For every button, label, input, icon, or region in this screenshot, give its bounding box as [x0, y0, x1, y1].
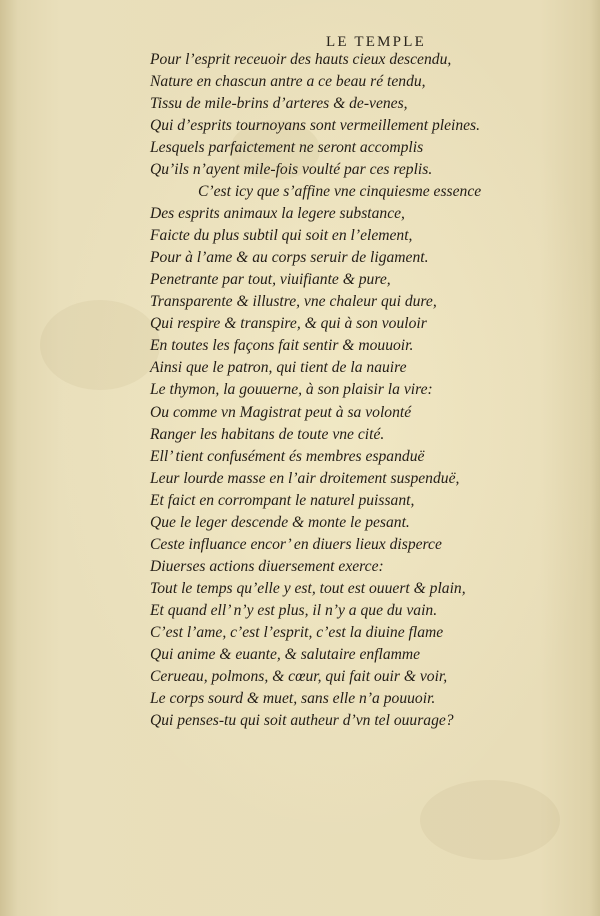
verse-line: Nature en chascun antre a ce beau ré tendu,: [150, 73, 426, 91]
verse-line: Transparente & illustre, vne chaleur qui dure,: [150, 293, 437, 311]
verse-block: [150, 49, 590, 732]
verse-line: C’est icy que s’affine vne cinquiesme essence: [198, 183, 482, 201]
verse-line: Tout le temps qu’elle y est, tout est ouuert & plain,: [150, 579, 466, 597]
verse-line: Tissu de mile-brins d’arteres & de-venes,: [150, 95, 408, 113]
verse-line: Faicte du plus subtil qui soit en l’element,: [150, 227, 413, 245]
verse-line: C’est l’ame, c’est l’esprit, c’est la diuine flame: [150, 623, 444, 641]
verse-line: En toutes les façons fait sentir & mouuoir.: [150, 337, 414, 355]
verse-line: Qu’ils n’ayent mile-fois voulté par ces replis.: [150, 161, 433, 179]
verse-line: Des esprits animaux la legere substance,: [150, 205, 405, 223]
verse-line: Leur lourde masse en l’air droitement suspenduë,: [150, 469, 460, 487]
verse-line: Ceste influance encor’ en diuers lieux disperce: [150, 535, 442, 553]
verse-line: Ou comme vn Magistrat peut à sa volonté: [150, 403, 412, 421]
verse-line: Et faict en corrompant le naturel puissant,: [150, 491, 415, 509]
verse-line: Ell’ tient confusément és membres espanduë: [150, 447, 425, 465]
running-head: LE TEMPLE: [326, 34, 426, 50]
verse-line: Lesquels parfaictement ne seront accomplis: [150, 139, 424, 157]
verse-line: Le thymon, la gouuerne, à son plaisir la vire:: [150, 381, 433, 399]
verse-line: Pour à l’ame & au corps seruir de ligament.: [150, 249, 429, 267]
verse-line: Cerueau, polmons, & cœur, qui fait ouir & voir,: [150, 667, 448, 685]
verse-line: Qui respire & transpire, & qui à son vouloir: [150, 315, 427, 333]
verse-line: Penetrante par tout, viuifiante & pure,: [150, 271, 391, 289]
verse-line: Ranger les habitans de toute vne cité.: [150, 425, 385, 443]
verse-line: Pour l’esprit receuoir des hauts cieux descendu,: [150, 51, 452, 68]
verse-line: Diuerses actions diuersement exerce:: [150, 557, 384, 575]
verse-line: Que le leger descende & monte le pesant.: [150, 513, 410, 531]
verse-line: Qui d’esprits tournoyans sont vermeillement pleines.: [150, 117, 481, 135]
verse-line: Et quand ell’ n’y est plus, il n’y a que du vain.: [150, 601, 438, 619]
verse-line: Le corps sourd & muet, sans elle n’a pouuoir.: [150, 689, 436, 707]
paper-stain: [40, 300, 160, 390]
verse-line: Qui anime & euante, & salutaire enflamme: [150, 645, 421, 663]
verse-line: Qui penses-tu qui soit autheur d’vn tel ouurage?: [150, 711, 454, 729]
paper-stain: [420, 780, 560, 860]
verse-line: Ainsi que le patron, qui tient de la nauire: [150, 359, 407, 377]
